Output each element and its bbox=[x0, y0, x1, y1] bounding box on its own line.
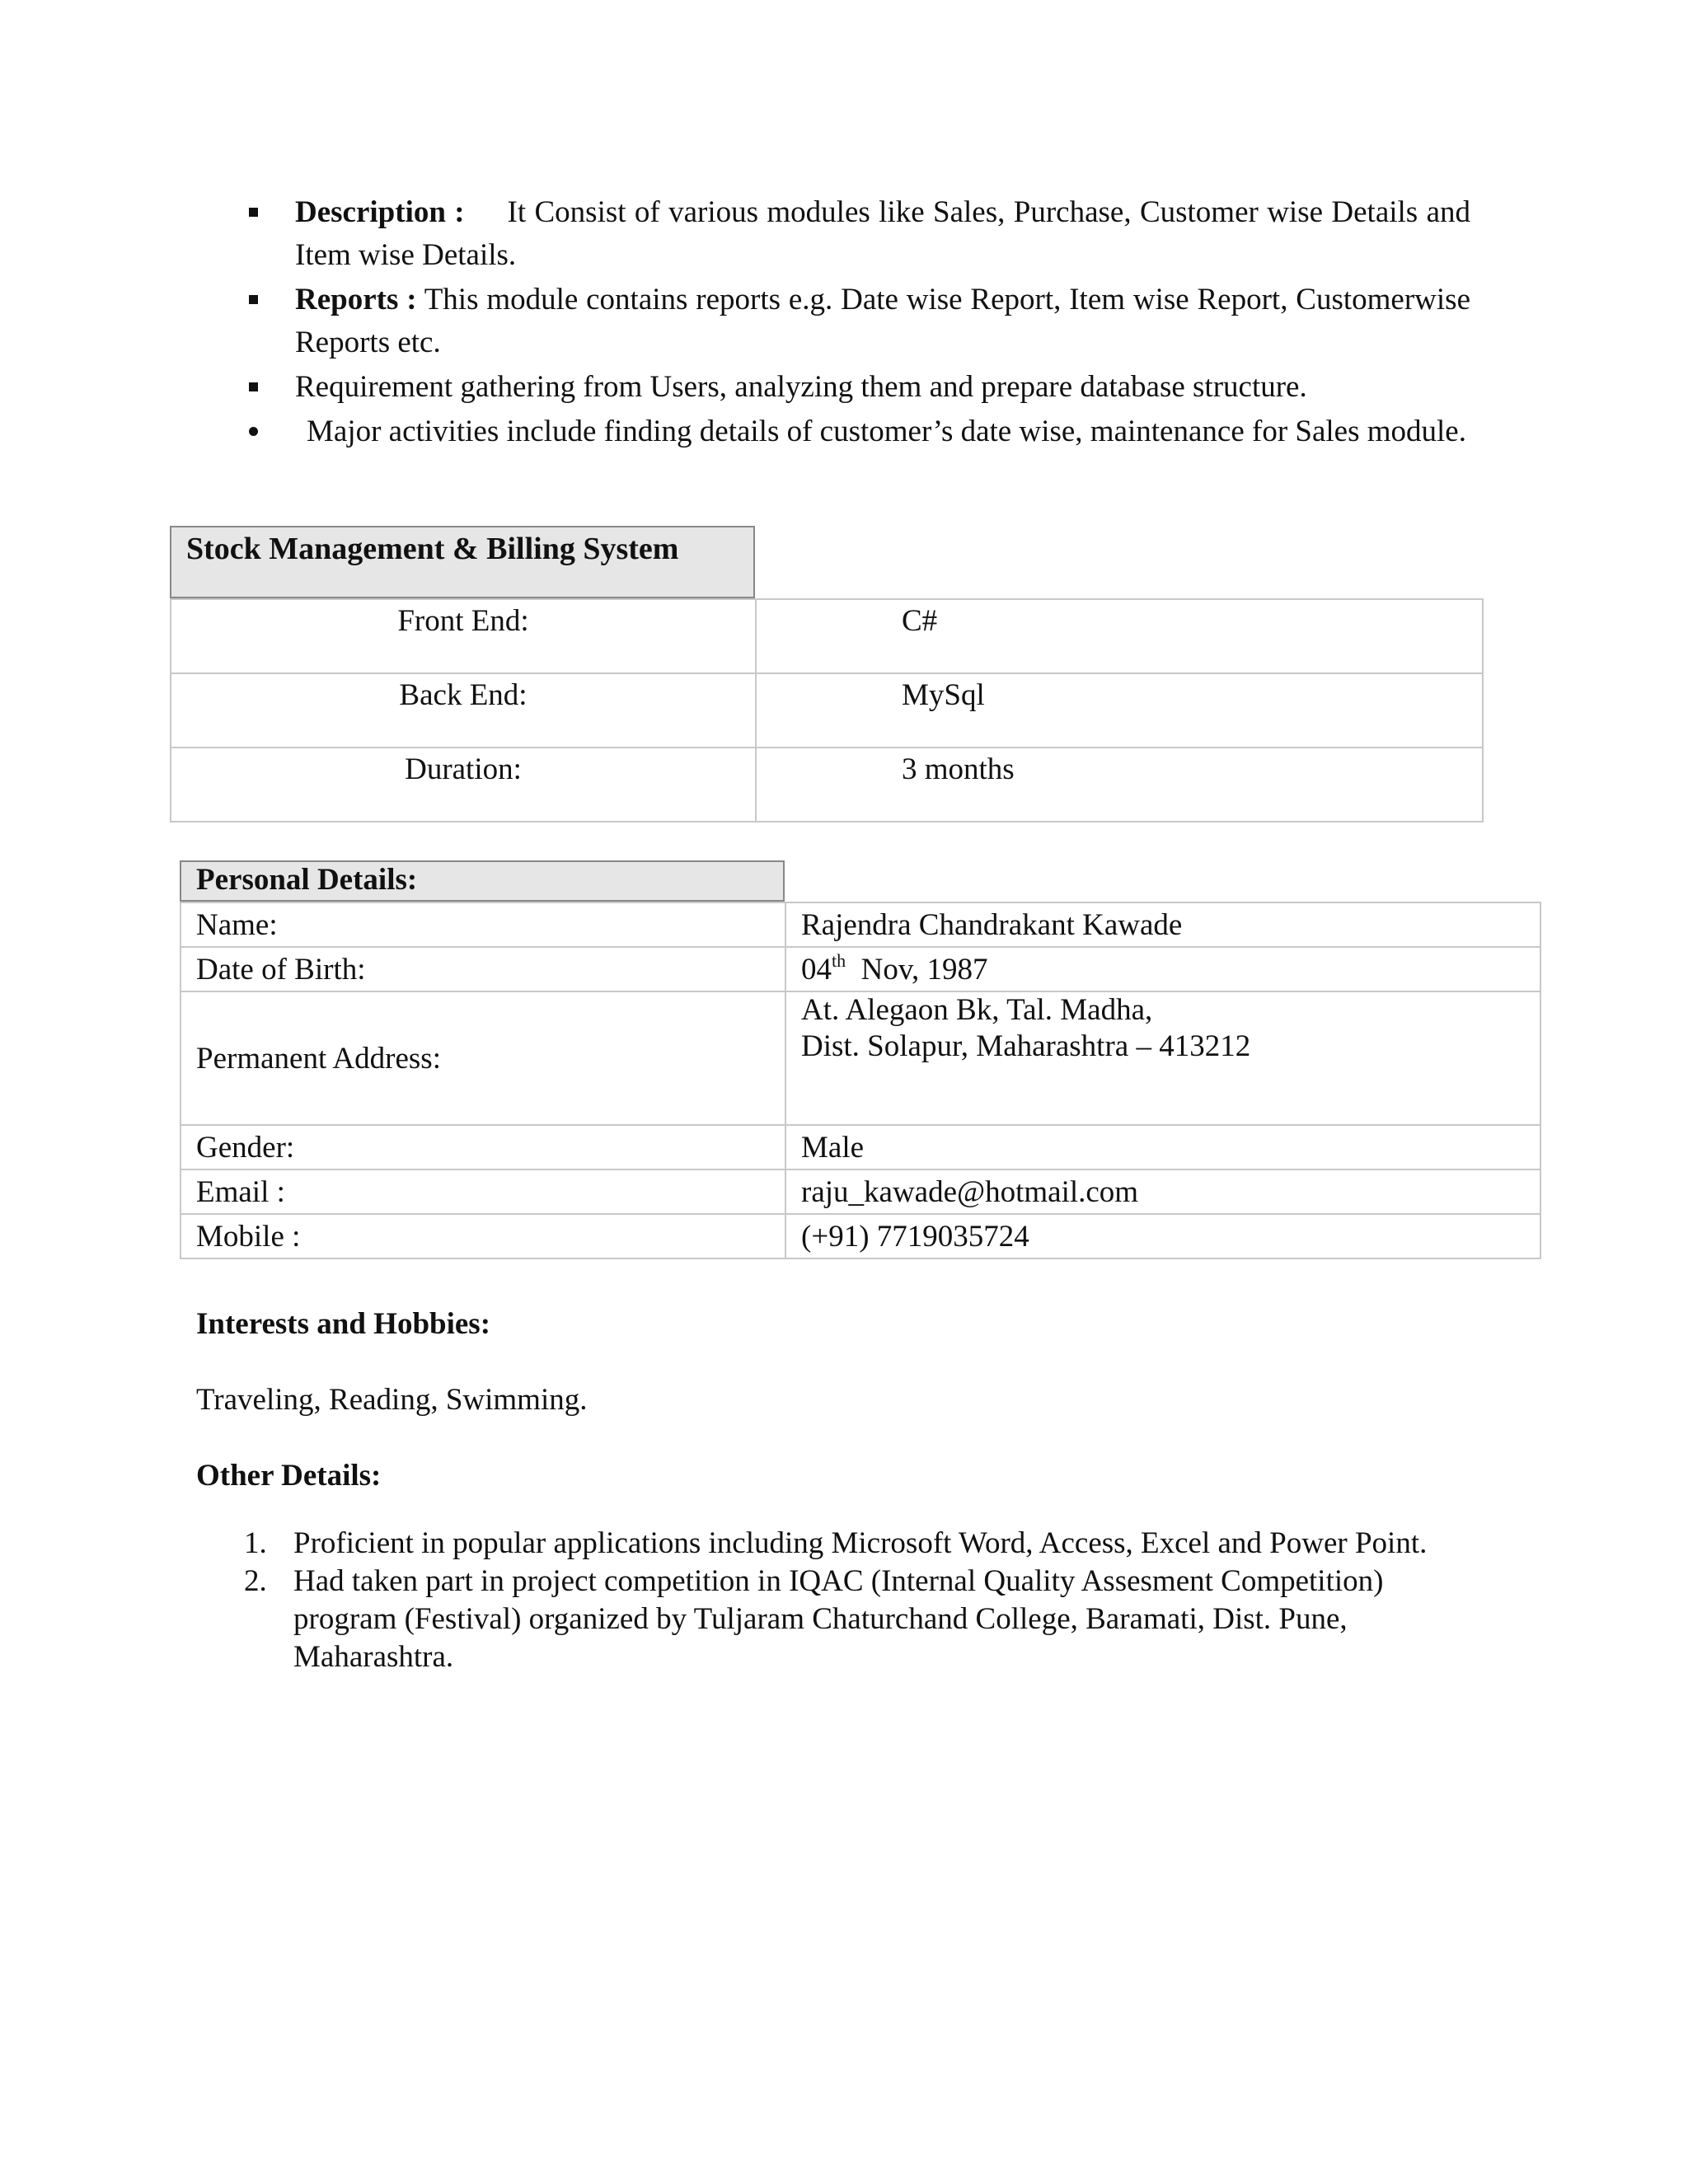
name-value: Rajendra Chandrakant Kawade bbox=[785, 902, 1540, 947]
dob-value bbox=[785, 947, 1540, 991]
activities-text: Major activities include finding details of customer’s date wise, maintenance for Sales module. bbox=[307, 415, 1466, 448]
reports-label: Reports : bbox=[295, 283, 417, 316]
square-bullet-icon bbox=[247, 279, 280, 321]
list-item bbox=[244, 1563, 1456, 1676]
table-row bbox=[181, 902, 1540, 947]
list-item-text: Had taken part in project competition in IQAC (Internal Quality Assesment Competition) program (Festival) organized by Tuljaram Chaturchand College, Baramati, Dist. Pune, Maharashtra. bbox=[293, 1564, 1384, 1674]
address-line-2: Dist. Solapur, Maharashtra – 413212 bbox=[801, 1029, 1251, 1063]
other-details-list bbox=[244, 1525, 1456, 1676]
square-bullet-icon bbox=[247, 191, 280, 234]
email-label: Email : bbox=[181, 1169, 785, 1214]
reports-text: This module contains reports e.g. Date wise Report, Item wise Report, Customerwise Reports etc. bbox=[295, 283, 1470, 359]
list-item-text: Proficient in popular applications including Microsoft Word, Access, Excel and Power Point. bbox=[293, 1526, 1428, 1560]
interests-heading: Interests and Hobbies: bbox=[196, 1307, 491, 1341]
list-number: 1. bbox=[244, 1526, 267, 1560]
front-end-value: C# bbox=[756, 599, 1483, 673]
other-details-heading: Other Details: bbox=[196, 1459, 382, 1493]
table-row bbox=[171, 748, 1483, 822]
description-text: It Consist of various modules like Sales, Purchase, Customer wise Details and Item wise Details. bbox=[295, 195, 1470, 272]
mobile-label: Mobile : bbox=[181, 1214, 785, 1258]
personal-details-heading: Personal Details: bbox=[180, 860, 785, 902]
requirement-text: Requirement gathering from Users, analyzing them and prepare database structure. bbox=[295, 370, 1307, 404]
gender-label: Gender: bbox=[181, 1125, 785, 1169]
bullet-requirement bbox=[247, 366, 1470, 409]
table-row bbox=[181, 991, 1540, 1125]
back-end-value: MySql bbox=[756, 673, 1483, 748]
bullet-activities bbox=[247, 410, 1470, 453]
project-details-table bbox=[170, 598, 1484, 823]
address-label: Permanent Address: bbox=[181, 991, 785, 1125]
duration-label: Duration: bbox=[171, 748, 756, 822]
table-row bbox=[181, 1125, 1540, 1169]
email-value: raju_kawade@hotmail.com bbox=[785, 1169, 1540, 1214]
table-row bbox=[171, 599, 1483, 673]
address-line-1: At. Alegaon Bk, Tal. Madha, bbox=[801, 993, 1153, 1027]
description-label: Description : bbox=[295, 195, 465, 229]
table-row bbox=[181, 947, 1540, 991]
list-item bbox=[244, 1525, 1456, 1563]
duration-value: 3 months bbox=[756, 748, 1483, 822]
personal-details-table bbox=[180, 902, 1541, 1259]
gender-value: Male bbox=[785, 1125, 1540, 1169]
dob-label: Date of Birth: bbox=[181, 947, 785, 991]
interests-text: Traveling, Reading, Swimming. bbox=[196, 1383, 588, 1417]
bullet-description bbox=[247, 191, 1470, 277]
project-bullet-list bbox=[247, 191, 1470, 455]
square-bullet-icon bbox=[247, 366, 280, 409]
table-row bbox=[171, 673, 1483, 748]
dob-suffix: th bbox=[832, 949, 846, 971]
table-row bbox=[181, 1214, 1540, 1258]
list-number: 2. bbox=[244, 1564, 267, 1598]
dob-rest: Nov, 1987 bbox=[860, 952, 988, 987]
dob-day: 04 bbox=[801, 952, 832, 987]
bullet-reports bbox=[247, 279, 1470, 364]
address-value bbox=[785, 991, 1540, 1125]
back-end-label: Back End: bbox=[171, 673, 756, 748]
project-title: Stock Management & Billing System bbox=[170, 526, 755, 598]
front-end-label: Front End: bbox=[171, 599, 756, 673]
table-row bbox=[181, 1169, 1540, 1214]
name-label: Name: bbox=[181, 902, 785, 947]
mobile-value: (+91) 7719035724 bbox=[785, 1214, 1540, 1258]
round-bullet-icon bbox=[247, 410, 280, 453]
